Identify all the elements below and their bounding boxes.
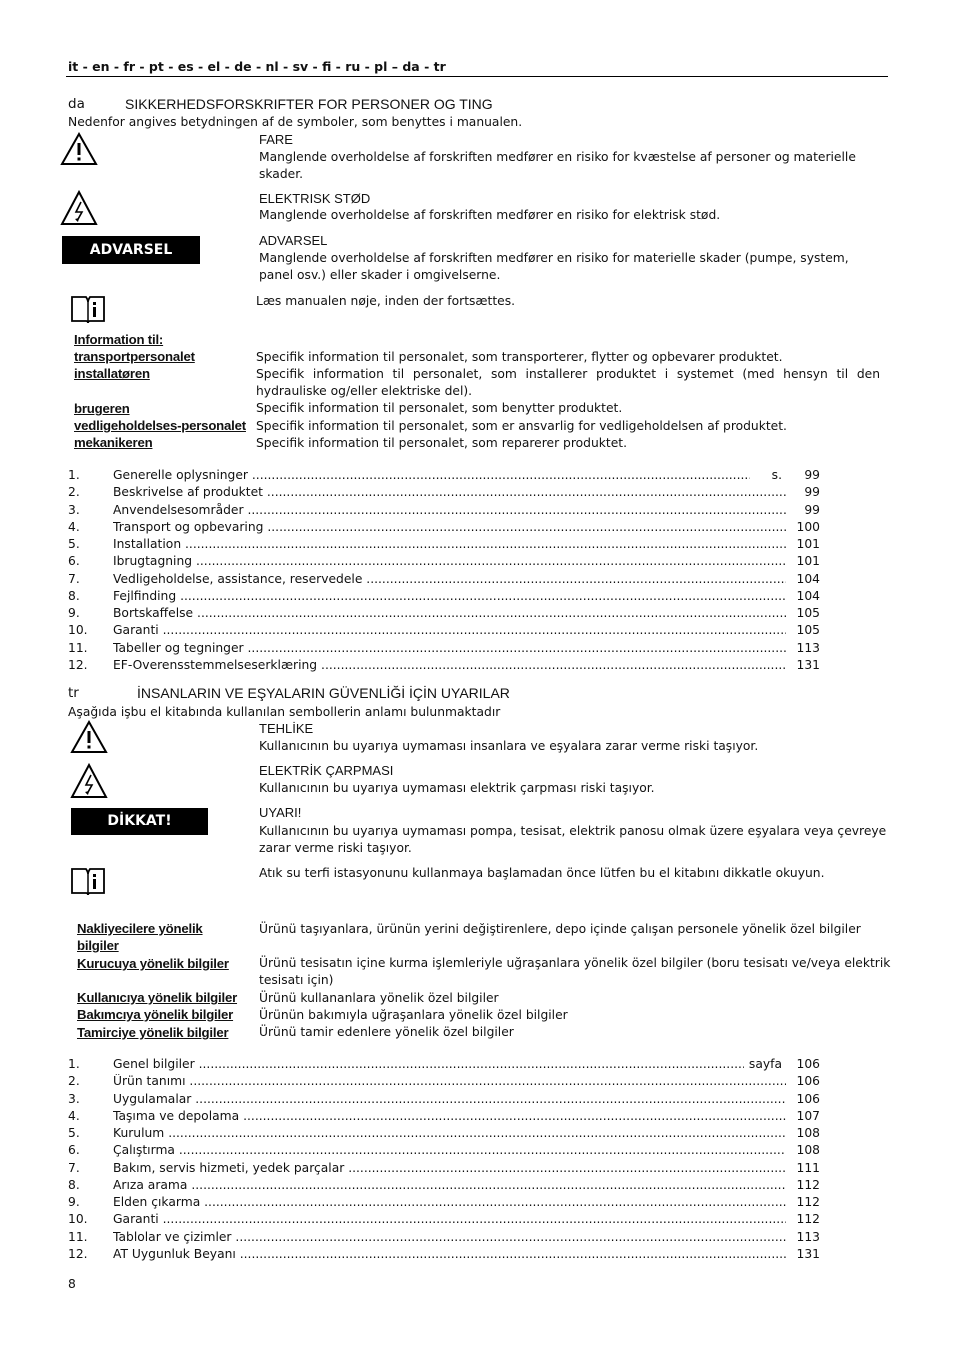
toc-title	[113, 1195, 786, 1209]
toc-title-text: Arıza arama	[113, 1177, 188, 1192]
toc-title	[113, 1212, 786, 1226]
toc-page: 107	[796, 1108, 820, 1123]
toc-number: 3.	[68, 1091, 80, 1106]
manual-book-icon	[70, 866, 106, 896]
da-info-text-maintenance: Specifik information til personalet, som er ansvarlig for vedligeholdelsen af produktet.	[256, 419, 787, 433]
toc-row	[68, 1178, 820, 1195]
tr-carpmasi-text: Kullanıcının bu uyarıya uymaması elektrik çarpması riski taşıyor.	[259, 781, 655, 795]
toc-title-text: Çalıştırma	[113, 1143, 175, 1158]
advarsel-badge: ADVARSEL	[62, 236, 200, 264]
toc-number: 5.	[68, 537, 80, 552]
da-advarsel-label: ADVARSEL	[259, 233, 328, 248]
tr-section-code: tr	[68, 685, 79, 701]
tr-info-label-maintenance: Bakımcıya yönelik bilgiler	[77, 1007, 234, 1022]
toc-number: 10.	[68, 623, 88, 638]
toc-page: 106	[796, 1057, 820, 1071]
tr-info-text-installer-2: tesisatı için)	[259, 973, 334, 987]
toc-title	[113, 1126, 786, 1140]
toc-title	[113, 641, 786, 655]
toc-number: 1.	[68, 468, 80, 482]
tr-info-text-mechanic: Ürünü tamir edenlere yönelik özel bilgiler	[259, 1025, 514, 1039]
da-fare-label: FARE	[259, 132, 293, 147]
toc-row	[68, 1161, 820, 1178]
tr-tehlike-text: Kullanıcının bu uyarıya uymaması insanlara ve eşyalara zarar verme riski taşıyor.	[259, 739, 759, 753]
da-stod-text: Manglende overholdelse af forskriften medfører en risiko for elektrisk stød.	[259, 208, 721, 222]
toc-page: 106	[796, 1091, 820, 1106]
toc-title	[113, 1161, 786, 1175]
toc-row	[68, 503, 820, 520]
toc-row	[68, 520, 820, 537]
toc-page: 104	[796, 588, 820, 603]
header-rule	[66, 76, 888, 77]
tr-info-text-user: Ürünü kullananlara yönelik özel bilgiler	[259, 991, 499, 1005]
toc-title-text: Genel bilgiler	[113, 1057, 195, 1071]
tr-uyari-text-2: zarar verme riski taşıyor.	[259, 841, 412, 855]
toc-row	[68, 589, 820, 606]
toc-row	[68, 485, 820, 502]
toc-number: 12.	[68, 657, 88, 672]
tr-info-label-installer: Kurucuya yönelik bilgiler	[77, 956, 229, 971]
toc-page: 100	[796, 519, 820, 534]
toc-number: 10.	[68, 1212, 88, 1227]
tr-info-label-transport-2: bilgiler	[77, 938, 119, 953]
da-stod-label: ELEKTRISK STØD	[259, 191, 371, 206]
toc-page: 105	[796, 606, 820, 621]
da-section-code: da	[68, 96, 85, 112]
toc-title	[113, 554, 786, 568]
toc-page: 105	[796, 623, 820, 638]
toc-page: 113	[796, 640, 820, 655]
da-info-label-maintenance: vedligeholdelses-personalet	[74, 418, 246, 433]
tr-intro: Aşağıda işbu el kitabında kullanılan sembollerin anlamı bulunmaktadır	[68, 705, 501, 719]
toc-title-text: Garanti	[113, 1212, 159, 1227]
toc-title-text: Kurulum	[113, 1126, 165, 1141]
toc-row	[68, 1195, 820, 1212]
toc-number: 11.	[68, 640, 88, 655]
toc-row	[68, 623, 820, 640]
toc-row	[68, 554, 820, 571]
toc-page: 131	[796, 1246, 820, 1261]
da-intro: Nedenfor angives betydningen af de symboler, som benyttes i manualen.	[68, 115, 523, 129]
toc-title-text: Generelle oplysninger	[113, 468, 248, 482]
toc-number: 3.	[68, 502, 80, 517]
toc-row	[68, 468, 820, 485]
tr-info-label-transport: Nakliyecilere yönelik	[77, 921, 203, 936]
toc-row	[68, 537, 820, 554]
da-manual-text: Læs manualen nøje, inden der fortsættes.	[256, 294, 516, 308]
toc-row	[68, 1109, 820, 1126]
toc-title-text: Vedligeholdelse, assistance, reservedele	[113, 571, 363, 586]
toc-title	[113, 589, 786, 603]
toc-title	[113, 485, 786, 499]
toc-page: 99	[804, 502, 820, 517]
language-list: it - en - fr - pt - es - el - de - nl - sv - fi - ru - pl – da - tr	[68, 59, 446, 74]
tr-info-text-maintenance: Ürünün bakımıyla uğraşanlara yönelik özel bilgiler	[259, 1008, 568, 1022]
toc-title-text: Elden çıkarma	[113, 1195, 201, 1210]
page-number: 8	[68, 1277, 76, 1291]
da-info-label-installer: installatøren	[74, 366, 150, 381]
toc-number: 8.	[68, 1177, 80, 1192]
da-info-text-installer-2: hydrauliske og/eller elektriske del).	[256, 384, 473, 398]
toc-title-text: Anvendelsesområder	[113, 502, 244, 517]
da-info-text-transport: Specifik information til personalet, som transporterer, flytter og opbevarer produktet.	[256, 350, 783, 364]
toc-title	[113, 1074, 786, 1088]
toc-row	[68, 606, 820, 623]
toc-row	[68, 1126, 820, 1143]
toc-title	[113, 572, 786, 586]
toc-title-text: Garanti	[113, 623, 159, 638]
toc-row	[68, 1212, 820, 1229]
toc-number: 9.	[68, 606, 80, 621]
toc-page-prefix: sayfa	[748, 1057, 782, 1071]
toc-page: 108	[796, 1126, 820, 1141]
toc-number: 2.	[68, 485, 80, 500]
da-info-label-user: brugeren	[74, 401, 130, 416]
toc-title	[113, 623, 786, 637]
toc-title	[113, 503, 786, 517]
toc-title	[113, 468, 750, 482]
toc-page: 101	[796, 554, 820, 569]
tr-tehlike-label: TEHLİKE	[259, 721, 314, 736]
toc-title-text: Bakım, servis hizmeti, yedek parçalar	[113, 1160, 345, 1175]
toc-row	[68, 1247, 820, 1264]
toc-page: 112	[796, 1177, 820, 1192]
toc-title-text: Fejlfinding	[113, 588, 177, 603]
tr-info-label-user: Kullanıcıya yönelik bilgiler	[77, 990, 238, 1005]
da-advarsel-text-1: Manglende overholdelse af forskriften medfører en risiko for materielle skader (pumpe, system,	[259, 251, 849, 265]
toc-title-text: Ibrugtagning	[113, 554, 193, 569]
toc-page: 111	[796, 1160, 820, 1175]
toc-page: 108	[796, 1143, 820, 1158]
toc-title	[113, 520, 786, 534]
tr-section-title: İNSANLARIN VE EŞYALARIN GÜVENLİĞİ İÇİN UYARILAR	[137, 685, 510, 701]
warning-triangle-icon	[70, 720, 108, 754]
toc-title-text: Beskrivelse af produktet	[113, 485, 263, 500]
toc-page: 99	[804, 468, 820, 482]
toc-page: 101	[796, 537, 820, 552]
tr-info-text-transport: Ürünü taşıyanlara, ürünün yerini değiştirenlere, depo içinde çalışan personele yönelik özel bilgiler	[259, 922, 861, 936]
da-info-text-mechanic: Specifik information til personalet, som reparerer produktet.	[256, 436, 628, 450]
toc-page-prefix: s.	[771, 468, 782, 482]
toc-title	[113, 537, 786, 551]
da-info-label-mechanic: mekanikeren	[74, 435, 153, 450]
toc-title	[113, 1178, 786, 1192]
toc-title-text: EF-Overensstemmelseserklæring	[113, 657, 318, 672]
tr-manual-text: Atık su terfi istasyonunu kullanmaya başlamadan önce lütfen bu el kitabını dikkatle okuyun.	[259, 866, 825, 880]
toc-row	[68, 1143, 820, 1160]
toc-number: 8.	[68, 588, 80, 603]
toc-title	[113, 1109, 786, 1123]
toc-row	[68, 1074, 820, 1091]
toc-row	[68, 1230, 820, 1247]
da-section-title: SIKKERHEDSFORSKRIFTER FOR PERSONER OG TING	[125, 96, 493, 112]
toc-title	[113, 1057, 744, 1071]
toc-page: 106	[796, 1074, 820, 1089]
da-fare-text-1: Manglende overholdelse af forskriften medfører en risiko for kvæstelse af personer og materielle	[259, 150, 856, 164]
warning-triangle-icon	[60, 132, 98, 166]
toc-title-text: Tabeller og tegninger	[113, 640, 244, 655]
toc-row	[68, 1092, 820, 1109]
tr-info-label-mechanic: Tamirciye yönelik bilgiler	[77, 1025, 229, 1040]
toc-number: 7.	[68, 571, 80, 586]
toc-title-text: AT Uygunluk Beyanı	[113, 1246, 236, 1261]
da-fare-text-2: skader.	[259, 167, 304, 181]
toc-title-text: Ürün tanımı	[113, 1074, 186, 1089]
toc-title	[113, 1247, 786, 1261]
toc-number: 1.	[68, 1057, 80, 1071]
toc-number: 4.	[68, 1108, 80, 1123]
tr-info-text-installer: Ürünü tesisatın içine kurma işlemleriyle uğraşanlara yönelik özel bilgiler (boru tesisatı ve/veya elektrik	[259, 956, 891, 970]
toc-row	[68, 658, 820, 675]
toc-title-text: Bortskaffelse	[113, 606, 194, 621]
toc-number: 2.	[68, 1074, 80, 1089]
toc-row	[68, 641, 820, 658]
da-info-label-transport: transportpersonalet	[74, 349, 195, 364]
toc-page: 113	[796, 1229, 820, 1244]
da-advarsel-text-2: panel osv.) eller skader i omgivelserne.	[259, 268, 501, 282]
toc-number: 12.	[68, 1246, 88, 1261]
tr-uyari-label: UYARI!	[259, 805, 302, 820]
toc-title	[113, 1092, 786, 1106]
toc-page: 131	[796, 657, 820, 672]
da-info-text-installer: Specifik information til personalet, som installerer produktet i systemet (med hensyn til den	[256, 367, 880, 381]
toc-title	[113, 1230, 786, 1244]
toc-title	[113, 606, 786, 620]
toc-number: 9.	[68, 1195, 80, 1210]
toc-title	[113, 1143, 786, 1157]
toc-number: 6.	[68, 1143, 80, 1158]
toc-number: 11.	[68, 1229, 88, 1244]
toc-title-text: Transport og opbevaring	[113, 519, 264, 534]
toc-title	[113, 658, 786, 672]
toc-title-text: Installation	[113, 537, 182, 552]
toc-row	[68, 572, 820, 589]
tr-uyari-text-1: Kullanıcının bu uyarıya uymaması pompa, tesisat, elektrik panosu olmak üzere eşyalara veya çevreye	[259, 824, 887, 838]
toc-page: 104	[796, 571, 820, 586]
toc-number: 4.	[68, 519, 80, 534]
toc-number: 5.	[68, 1126, 80, 1141]
toc-page: 112	[796, 1212, 820, 1227]
dikkat-badge: DİKKAT!	[71, 808, 208, 835]
toc-title-text: Uygulamalar	[113, 1091, 192, 1106]
electric-shock-icon	[70, 763, 108, 799]
toc-number: 7.	[68, 1160, 80, 1175]
toc-page: 99	[804, 485, 820, 500]
toc-title-text: Taşıma ve depolama	[113, 1108, 240, 1123]
tr-carpmasi-label: ELEKTRİK ÇARPMASI	[259, 763, 394, 778]
toc-title-text: Tablolar ve çizimler	[113, 1229, 232, 1244]
da-info-text-user: Specifik information til personalet, som benytter produktet.	[256, 401, 623, 415]
toc-page: 112	[796, 1195, 820, 1210]
toc-number: 6.	[68, 554, 80, 569]
toc-row	[68, 1057, 820, 1074]
electric-shock-icon	[60, 190, 98, 226]
manual-book-icon	[70, 294, 106, 324]
da-info-heading: Information til:	[74, 332, 164, 347]
